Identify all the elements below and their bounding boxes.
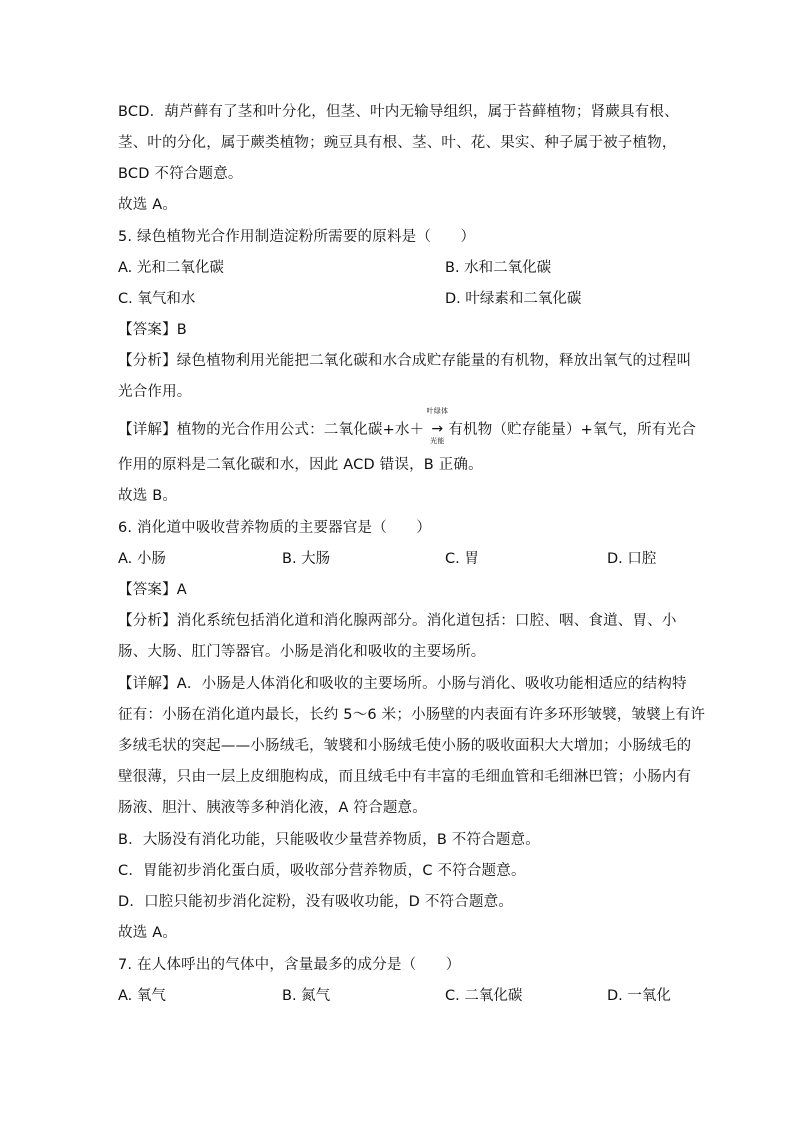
q6-detail-line: 肠液、胆汁、胰液等多种消化液，A 符合题意。 [118, 800, 427, 816]
arrow-condition-top: 叶绿体 [426, 407, 449, 415]
q7-option-d: D. 一氧化 [607, 988, 671, 1004]
q5-analysis-line: 光合作用。 [118, 384, 192, 400]
question-5: 5. 绿色植物光合作用制造淀粉所需要的原料是（ ） [118, 229, 476, 245]
q6-detail-line: 征有：小肠在消化道内最长，长约 5～6 米；小肠壁的内表面有许多环形皱襞，皱襞上有许 [118, 707, 706, 723]
q6-detail-c: C．胃能初步消化蛋白质，吸收部分营养物质，C 不符合题意。 [118, 863, 526, 879]
q5-analysis-line: 【分析】绿色植物利用光能把二氧化碳和水合成贮存能量的有机物，释放出氧气的过程叫 [118, 353, 692, 369]
q6-option-b: B. 大肠 [282, 551, 331, 567]
q7-option-c: C. 二氧化碳 [445, 988, 523, 1004]
q6-final: 故选 A。 [118, 925, 178, 941]
arrow-condition-bottom: 光能 [430, 437, 445, 445]
question-7: 7. 在人体呼出的气体中，含量最多的成分是（ ） [118, 957, 461, 973]
q5-detail-suffix: 有机物（贮存能量）+氧气，所有光合 [448, 422, 696, 438]
q6-detail-line: 多绒毛状的突起——小肠绒毛，皱襞和小肠绒毛使小肠的吸收面积大大增加；小肠绒毛的 [118, 738, 692, 754]
q5-option-a: A. 光和二氧化碳 [118, 260, 224, 276]
q6-option-c: C. 胃 [445, 551, 479, 567]
q5-detail-line: 作用的原料是二氧化碳和水，因此 ACD 错误，B 正确。 [118, 457, 483, 473]
q5-option-d: D. 叶绿素和二氧化碳 [445, 291, 582, 307]
text-line: 故选 A。 [118, 197, 178, 213]
q5-option-b: B. 水和二氧化碳 [445, 260, 552, 276]
q5-detail-prefix: 【详解】植物的光合作用公式：二氧化碳+水＋ [118, 422, 425, 438]
q6-answer: 【答案】A [118, 582, 187, 598]
text-line: BCD 不符合题意。 [118, 166, 243, 182]
q6-option-a: A. 小肠 [118, 551, 166, 567]
text-line: BCD．葫芦藓有了茎和叶分化，但茎、叶内无输导组织，属于苔藓植物；肾蕨具有根、 [118, 104, 679, 120]
q5-final: 故选 B。 [118, 488, 178, 504]
q6-detail-d: D．口腔只能初步消化淀粉，没有吸收功能，D 不符合题意。 [118, 894, 514, 910]
q6-analysis-line: 肠、大肠、肛门等器官。小肠是消化和吸收的主要场所。 [118, 644, 486, 660]
q5-answer: 【答案】B [118, 322, 187, 338]
text-line: 茎、叶的分化，属于蕨类植物；豌豆具有根、茎、叶、花、果实、种子属于被子植物， [118, 135, 677, 151]
q6-detail-b: B．大肠没有消化功能，只能吸收少量营养物质，B 不符合题意。 [118, 832, 541, 848]
q7-option-a: A. 氧气 [118, 988, 166, 1004]
q5-detail-line [118, 407, 696, 445]
reaction-arrow [424, 407, 449, 445]
question-6: 6. 消化道中吸收营养物质的主要器官是（ ） [118, 520, 432, 536]
q6-detail-line: 壁很薄，只由一层上皮细胞构成，而且绒毛中有丰富的毛细血管和毛细淋巴管；小肠内有 [118, 769, 692, 785]
q6-detail-line: 【详解】A．小肠是人体消化和吸收的主要场所。小肠与消化、吸收功能相适应的结构特 [118, 676, 687, 692]
q7-option-b: B. 氮气 [282, 988, 331, 1004]
arrow-icon: → [431, 421, 444, 437]
q6-analysis-line: 【分析】消化系统包括消化道和消化腺两部分。消化道包括：口腔、咽、食道、胃、小 [118, 613, 677, 629]
q5-option-c: C. 氧气和水 [118, 291, 196, 307]
q6-option-d: D. 口腔 [607, 551, 657, 567]
